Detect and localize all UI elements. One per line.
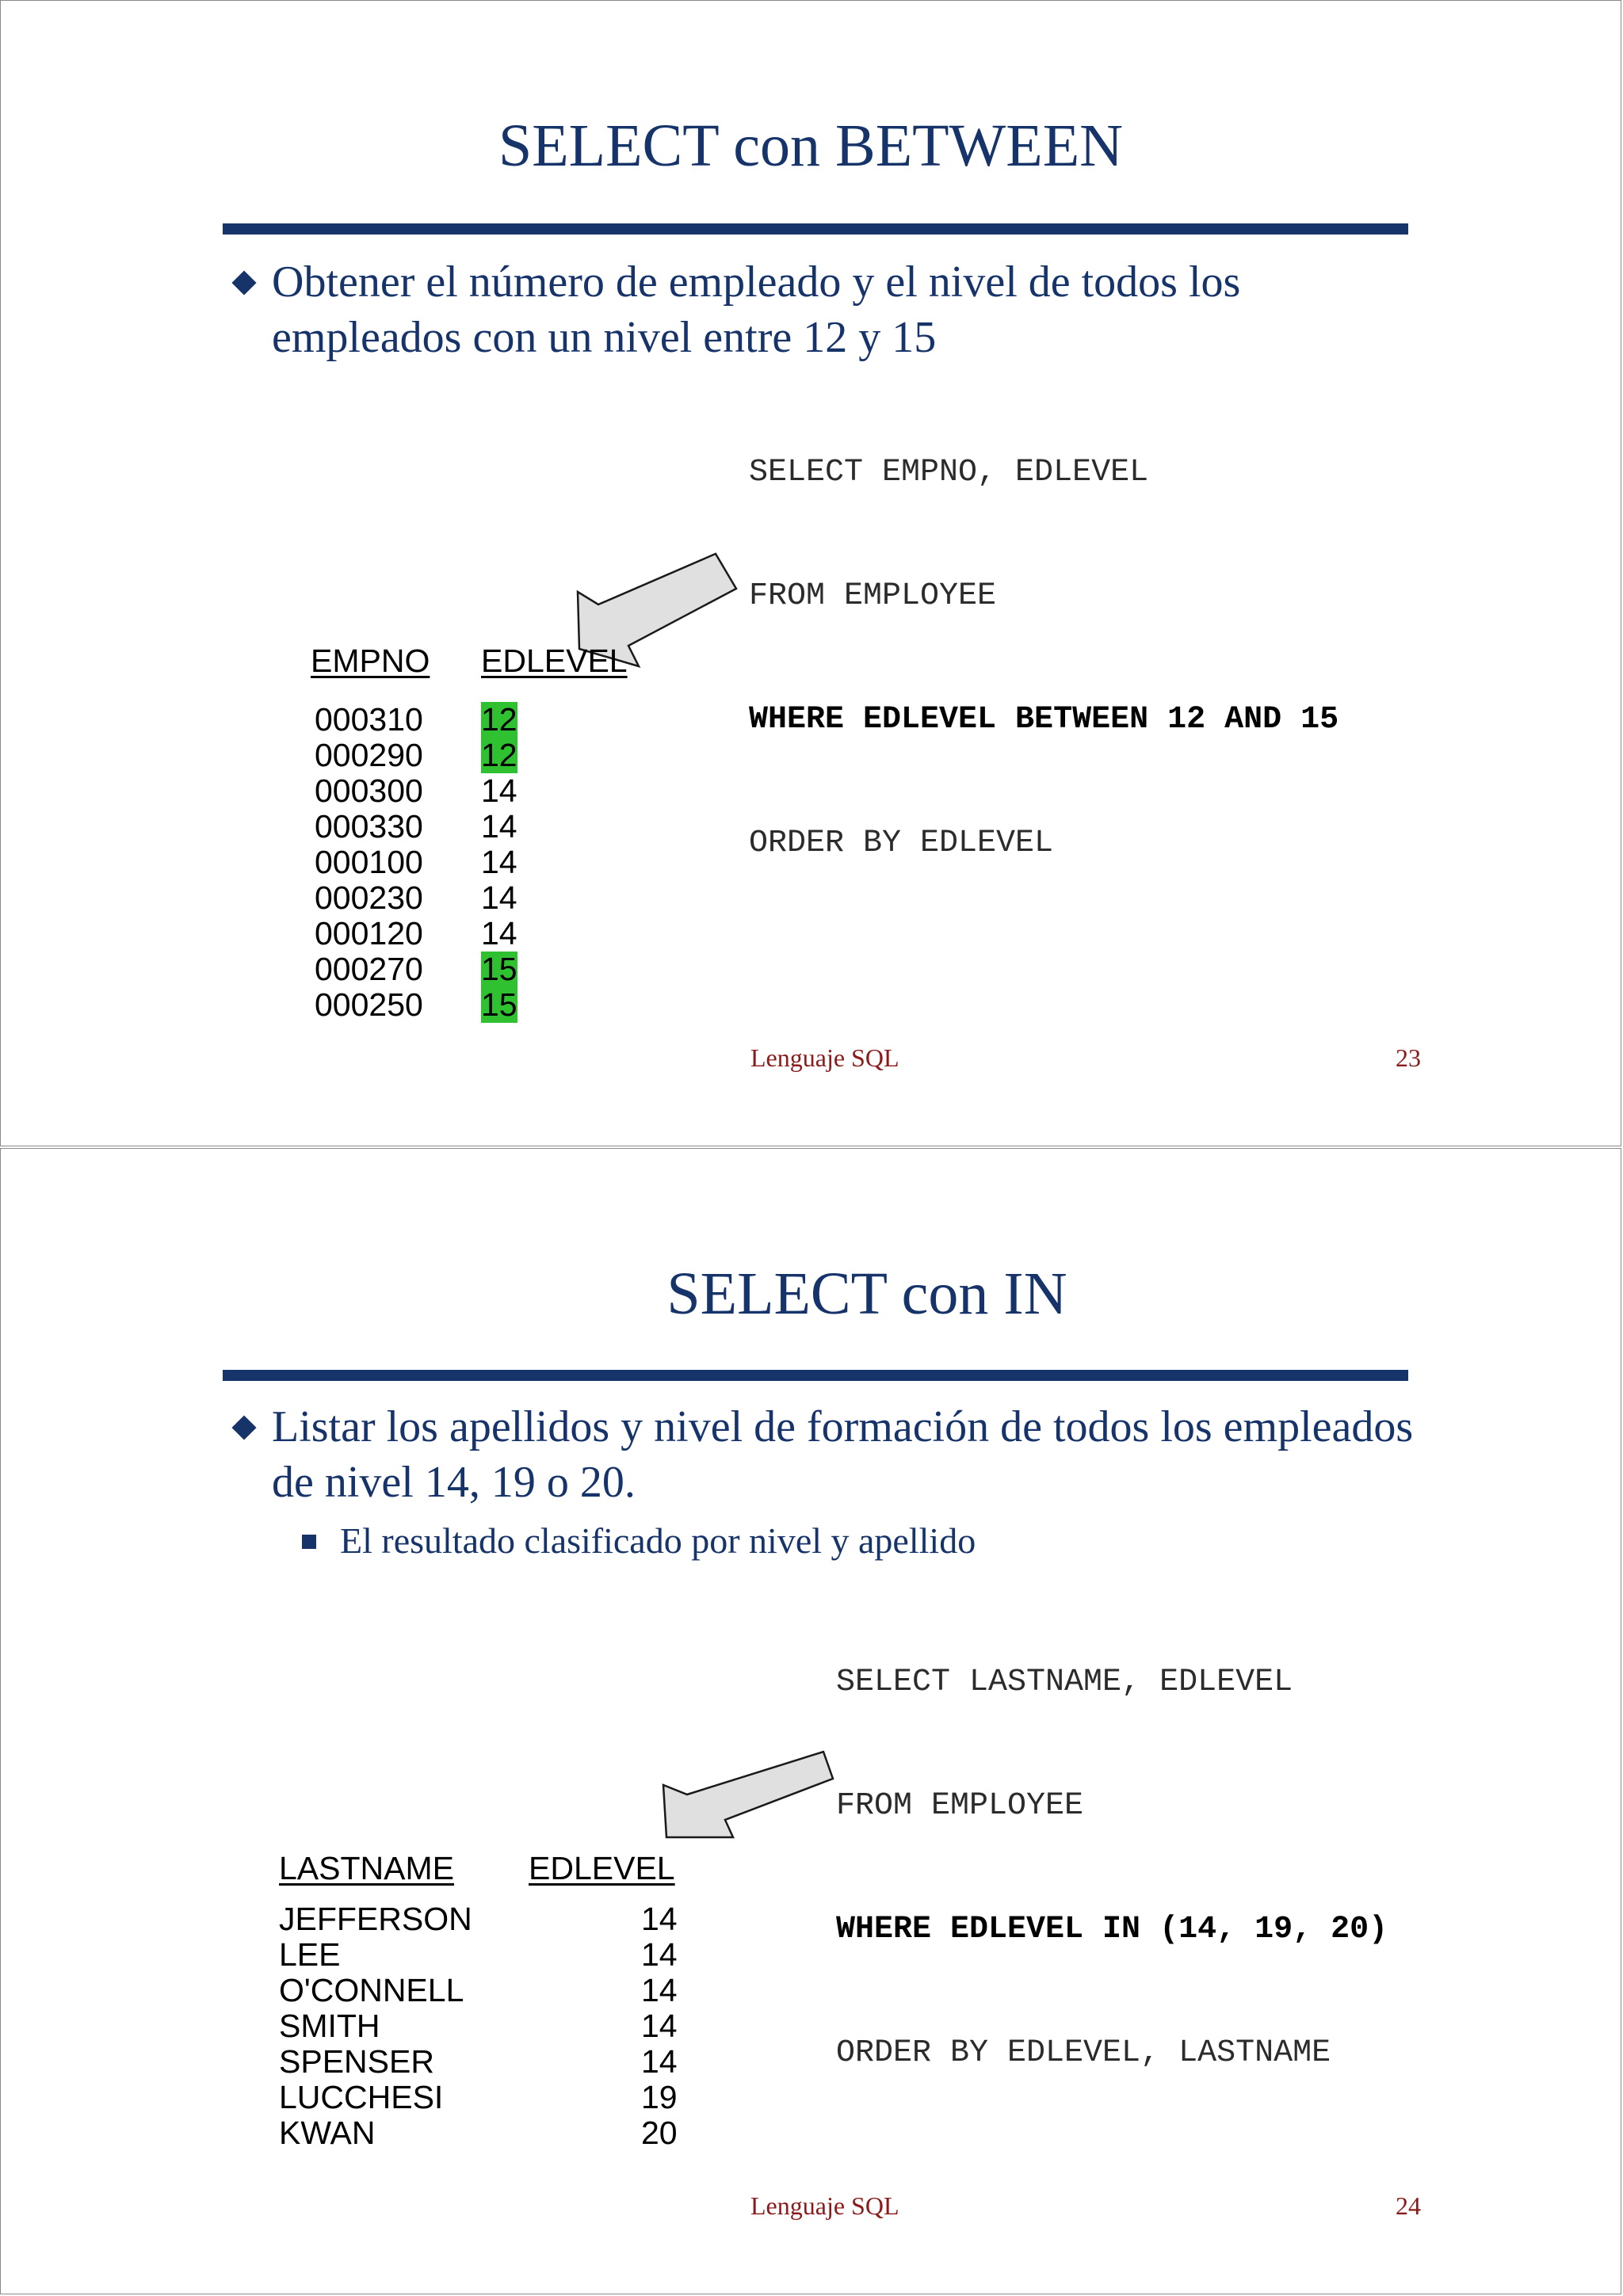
column-header-edlevel: EDLEVEL <box>481 643 628 679</box>
edlevel-cell: 14 <box>481 915 517 952</box>
lastname-cell: SPENSER <box>279 2043 434 2080</box>
edlevel-cell: 14 <box>481 772 517 809</box>
code-line: SELECT LASTNAME, EDLEVEL <box>836 1665 1293 1700</box>
title-rule <box>223 1370 1408 1381</box>
lastname-cell: LUCCHESI <box>279 2079 444 2115</box>
page-number: 23 <box>1396 1043 1421 1072</box>
edlevel-cell: 15 <box>481 986 517 1023</box>
code-line: FROM EMPLOYEE <box>749 578 997 614</box>
bullet-item <box>235 254 1424 365</box>
page-number: 24 <box>1396 2191 1421 2220</box>
slide-24 <box>0 1148 1621 2294</box>
empno-cell: 000230 <box>315 879 423 916</box>
edlevel-cell: 14 <box>641 1936 678 1973</box>
empno-cell: 000300 <box>315 772 423 809</box>
edlevel-cell: 20 <box>641 2115 678 2151</box>
column-header-lastname: LASTNAME <box>279 1850 454 1886</box>
code-line-where: WHERE EDLEVEL IN (14, 19, 20) <box>836 1912 1388 1947</box>
empno-cell: 000250 <box>315 986 423 1023</box>
code-line: ORDER BY EDLEVEL <box>749 826 1054 861</box>
edlevel-cell: 14 <box>641 1972 678 2008</box>
edlevel-cell: 14 <box>481 808 517 845</box>
sql-code <box>836 1580 1388 2157</box>
lastname-cell: KWAN <box>279 2115 376 2151</box>
edlevel-cell: 14 <box>641 2008 678 2044</box>
empno-cell: 000290 <box>315 737 423 773</box>
bullet-text: Listar los apellidos y nivel de formación de todos los empleados de nivel 14, 19 o 20. <box>272 1402 1414 1507</box>
bullet-text: Obtener el número de empleado y el nivel de todos los empleados con un nivel entre 12 y 15 <box>272 257 1241 362</box>
column-header-edlevel: EDLEVEL <box>529 1850 675 1886</box>
empno-cell: 000120 <box>315 915 423 952</box>
edlevel-cell: 15 <box>481 951 517 987</box>
lastname-cell: O'CONNELL <box>279 1972 464 2008</box>
empno-cell: 000270 <box>315 951 423 987</box>
column-header-empno: EMPNO <box>311 643 430 679</box>
slide-title: SELECT con BETWEEN <box>498 113 1124 179</box>
sql-code <box>749 370 1338 947</box>
code-line: SELECT EMPNO, EDLEVEL <box>749 455 1149 490</box>
slide-title: SELECT con IN <box>666 1261 1067 1327</box>
lastname-cell: JEFFERSON <box>279 1901 472 1937</box>
lastname-cell: LEE <box>279 1936 341 1973</box>
edlevel-cell: 19 <box>641 2079 678 2115</box>
sub-bullet-item <box>302 1519 976 1563</box>
bullet-item <box>235 1399 1424 1510</box>
code-line-where: WHERE EDLEVEL BETWEEN 12 AND 15 <box>749 702 1339 738</box>
empno-cell: 000330 <box>315 808 423 845</box>
square-bullet-icon <box>302 1535 316 1549</box>
empno-cell: 000100 <box>315 844 423 880</box>
slide-23 <box>0 0 1621 1146</box>
edlevel-cell: 14 <box>481 844 517 880</box>
edlevel-cell: 14 <box>481 879 517 916</box>
edlevel-cell: 14 <box>641 2043 678 2080</box>
footer-label: Lenguaje SQL <box>750 1043 899 1072</box>
edlevel-cell: 12 <box>481 701 517 738</box>
arrow-icon <box>651 1747 849 1850</box>
edlevel-cell: 14 <box>641 1901 678 1937</box>
lastname-cell: SMITH <box>279 2008 380 2044</box>
title-rule <box>223 223 1408 235</box>
code-line: ORDER BY EDLEVEL, LASTNAME <box>836 2035 1331 2071</box>
empno-cell: 000310 <box>315 701 423 738</box>
sub-bullet-text: El resultado clasificado por nivel y apellido <box>340 1520 976 1561</box>
code-line: FROM EMPLOYEE <box>836 1788 1084 1824</box>
footer-label: Lenguaje SQL <box>750 2191 899 2220</box>
edlevel-cell: 12 <box>481 737 517 773</box>
